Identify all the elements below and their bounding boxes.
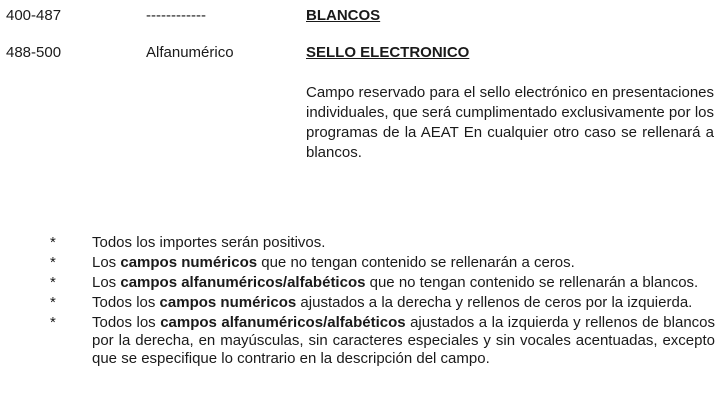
- bullet-star: *: [50, 314, 56, 331]
- note-text-before: Todos los: [92, 314, 161, 331]
- bullet-star: *: [50, 294, 56, 311]
- note-text-before: Los: [92, 274, 121, 291]
- note-item: [50, 274, 715, 292]
- row-488-500-position: 488-500: [6, 44, 62, 61]
- general-notes-list: [50, 234, 715, 370]
- note-text-after: que no tengan contenido se rellenarán a blancos.: [365, 274, 699, 291]
- row-488-500-type: Alfanumérico: [146, 44, 234, 61]
- note-text-bold: campos alfanuméricos/alfabéticos: [120, 274, 366, 291]
- note-text-before: Los: [92, 254, 121, 271]
- note-item: [50, 234, 715, 252]
- bullet-star: *: [50, 234, 56, 251]
- note-text-bold: campos numéricos: [159, 294, 297, 311]
- row-400-487-title: BLANCOS: [306, 7, 381, 24]
- note-text-bold: campos alfanuméricos/alfabéticos: [160, 314, 406, 331]
- note-text-after: que no tengan contenido se rellenarán a ceros.: [257, 254, 575, 271]
- row-400-487-type: ------------: [146, 7, 206, 24]
- row-488-500-title: SELLO ELECTRONICO: [306, 44, 470, 61]
- note-item: [50, 294, 715, 312]
- note-text-after: Todos los importes serán positivos.: [92, 234, 326, 251]
- note-text-after: ajustados a la izquierda y rellenos de blancos por la derecha, en mayúsculas, sin caracteres especiales y sin vocales acentuadas, excepto que se especifique lo contrario en la descripción del campo.: [92, 314, 716, 367]
- bullet-star: *: [50, 254, 56, 271]
- row-400-487-position: 400-487: [6, 7, 62, 24]
- note-text-bold: campos numéricos: [120, 254, 258, 271]
- note-text-before: Todos los: [92, 294, 160, 311]
- note-item: [50, 314, 715, 368]
- note-text-after: ajustados a la derecha y rellenos de ceros por la izquierda.: [296, 294, 693, 311]
- bullet-star: *: [50, 274, 56, 291]
- field-description: Campo reservado para el sello electrónico en presentaciones individuales, que será cumplimentado exclusivamente por los programas de la AEAT En cualquier otro caso se rellenará a blancos.: [306, 84, 714, 161]
- note-item: [50, 254, 715, 272]
